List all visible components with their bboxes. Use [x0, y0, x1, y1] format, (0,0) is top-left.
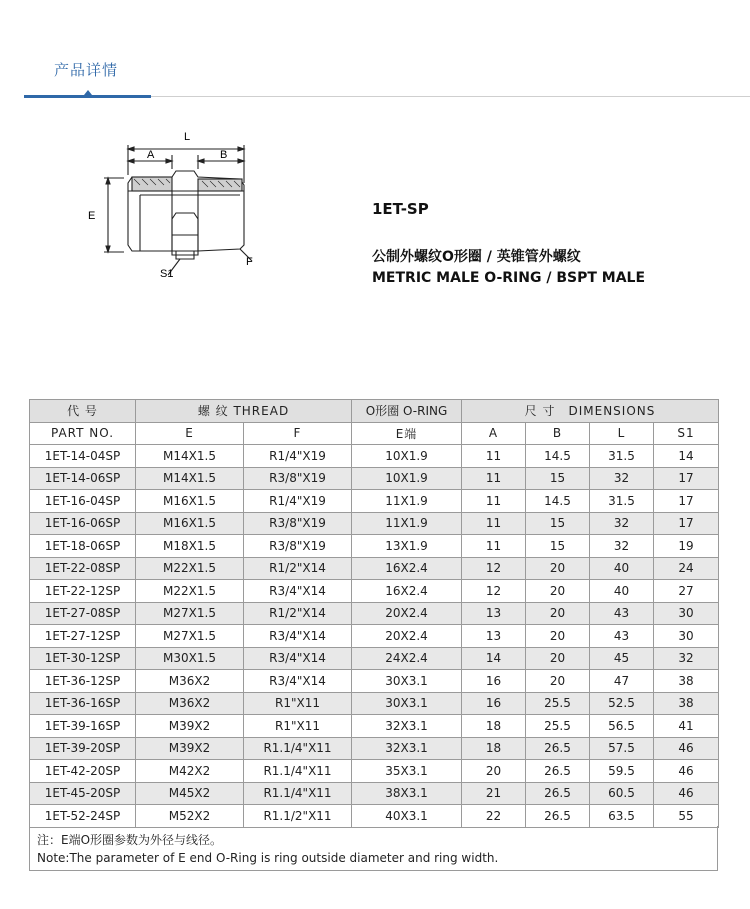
cell-thread-f: R3/4"X14 [244, 647, 352, 670]
cell-dim-b: 15 [526, 512, 590, 535]
cell-dim-a: 13 [462, 602, 526, 625]
cell-dim-l: 60.5 [590, 782, 654, 805]
cell-oring-e-end: 32X3.1 [352, 737, 462, 760]
tab-product-details[interactable]: 产品详情 [54, 61, 119, 79]
cell-dim-l: 43 [590, 602, 654, 625]
cell-part-no: 1ET-39-16SP [30, 715, 136, 738]
dim-label-f: F [246, 256, 253, 268]
cell-dim-a: 11 [462, 445, 526, 468]
cell-oring-e-end: 16X2.4 [352, 557, 462, 580]
cell-dim-s1: 46 [654, 760, 719, 783]
cell-part-no: 1ET-36-16SP [30, 692, 136, 715]
cell-dim-b: 14.5 [526, 490, 590, 513]
cell-thread-f: R1.1/2"X11 [244, 805, 352, 828]
cell-dim-a: 12 [462, 557, 526, 580]
cell-dim-s1: 14 [654, 445, 719, 468]
cell-thread-f: R3/4"X14 [244, 670, 352, 693]
cell-thread-f: R1/2"X14 [244, 602, 352, 625]
cell-dim-a: 18 [462, 737, 526, 760]
header-e: E [136, 422, 244, 445]
cell-dim-b: 26.5 [526, 805, 590, 828]
cell-dim-a: 11 [462, 467, 526, 490]
cell-dim-b: 15 [526, 535, 590, 558]
cell-part-no: 1ET-45-20SP [30, 782, 136, 805]
table-row [30, 580, 719, 603]
cell-part-no: 1ET-36-12SP [30, 670, 136, 693]
cell-dim-l: 40 [590, 557, 654, 580]
cell-dim-l: 45 [590, 647, 654, 670]
cell-dim-b: 26.5 [526, 737, 590, 760]
cell-thread-f: R1/2"X14 [244, 557, 352, 580]
cell-thread-e: M22X1.5 [136, 557, 244, 580]
cell-dim-s1: 41 [654, 715, 719, 738]
cell-oring-e-end: 20X2.4 [352, 602, 462, 625]
cell-dim-a: 14 [462, 647, 526, 670]
table-header-row [30, 400, 719, 423]
cell-thread-e: M45X2 [136, 782, 244, 805]
cell-thread-e: M36X2 [136, 670, 244, 693]
cell-part-no: 1ET-18-06SP [30, 535, 136, 558]
cell-dim-a: 21 [462, 782, 526, 805]
cell-thread-f: R3/4"X14 [244, 625, 352, 648]
cell-thread-e: M14X1.5 [136, 445, 244, 468]
cell-dim-a: 13 [462, 625, 526, 648]
table-row [30, 647, 719, 670]
cell-dim-l: 32 [590, 467, 654, 490]
cell-thread-f: R1.1/4"X11 [244, 737, 352, 760]
cell-dim-b: 26.5 [526, 760, 590, 783]
cell-thread-e: M30X1.5 [136, 647, 244, 670]
cell-thread-e: M27X1.5 [136, 602, 244, 625]
cell-dim-s1: 38 [654, 692, 719, 715]
cell-dim-s1: 38 [654, 670, 719, 693]
table-row [30, 602, 719, 625]
spec-table [29, 399, 719, 828]
cell-part-no: 1ET-27-08SP [30, 602, 136, 625]
product-name-cn: 公制外螺纹O形圈 / 英锥管外螺纹 [372, 249, 581, 265]
table-row [30, 805, 719, 828]
cell-dim-s1: 46 [654, 737, 719, 760]
cell-dim-l: 40 [590, 580, 654, 603]
dim-label-l: L [184, 131, 191, 143]
cell-oring-e-end: 13X1.9 [352, 535, 462, 558]
table-row [30, 670, 719, 693]
product-code: 1ET-SP [372, 200, 429, 218]
cell-oring-e-end: 38X3.1 [352, 782, 462, 805]
cell-dim-l: 32 [590, 512, 654, 535]
cell-dim-l: 63.5 [590, 805, 654, 828]
cell-dim-b: 25.5 [526, 715, 590, 738]
dim-label-s1: S1 [160, 268, 174, 280]
cell-thread-f: R1/4"X19 [244, 490, 352, 513]
cell-thread-f: R3/8"X19 [244, 535, 352, 558]
cell-dim-s1: 17 [654, 490, 719, 513]
header-dimensions: 尺 寸 DIMENSIONS [462, 400, 719, 423]
cell-oring-e-end: 16X2.4 [352, 580, 462, 603]
cell-thread-f: R1/4"X19 [244, 445, 352, 468]
cell-dim-a: 20 [462, 760, 526, 783]
cell-dim-a: 11 [462, 490, 526, 513]
cell-thread-e: M27X1.5 [136, 625, 244, 648]
cell-dim-l: 43 [590, 625, 654, 648]
cell-oring-e-end: 24X2.4 [352, 647, 462, 670]
cell-thread-f: R1"X11 [244, 715, 352, 738]
cell-dim-b: 20 [526, 557, 590, 580]
cell-dim-a: 11 [462, 535, 526, 558]
cell-dim-s1: 19 [654, 535, 719, 558]
cell-oring-e-end: 10X1.9 [352, 445, 462, 468]
cell-oring-e-end: 20X2.4 [352, 625, 462, 648]
cell-oring-e-end: 32X3.1 [352, 715, 462, 738]
cell-dim-s1: 55 [654, 805, 719, 828]
cell-dim-l: 47 [590, 670, 654, 693]
header-l: L [590, 422, 654, 445]
table-row [30, 557, 719, 580]
cell-thread-f: R3/8"X19 [244, 467, 352, 490]
cell-dim-s1: 17 [654, 467, 719, 490]
cell-oring-e-end: 35X3.1 [352, 760, 462, 783]
cell-thread-e: M42X2 [136, 760, 244, 783]
cell-dim-b: 15 [526, 467, 590, 490]
cell-dim-s1: 24 [654, 557, 719, 580]
dim-label-a: A [147, 149, 155, 161]
cell-dim-b: 20 [526, 580, 590, 603]
cell-dim-b: 20 [526, 670, 590, 693]
table-row [30, 490, 719, 513]
cell-part-no: 1ET-39-20SP [30, 737, 136, 760]
cell-thread-e: M39X2 [136, 715, 244, 738]
header-thread: 螺 纹 THREAD [136, 400, 352, 423]
cell-part-no: 1ET-14-04SP [30, 445, 136, 468]
cell-dim-l: 56.5 [590, 715, 654, 738]
cell-dim-b: 26.5 [526, 782, 590, 805]
cell-thread-e: M14X1.5 [136, 467, 244, 490]
cell-thread-f: R3/8"X19 [244, 512, 352, 535]
cell-oring-e-end: 11X1.9 [352, 512, 462, 535]
cell-oring-e-end: 30X3.1 [352, 670, 462, 693]
cell-part-no: 1ET-16-04SP [30, 490, 136, 513]
cell-dim-s1: 30 [654, 625, 719, 648]
cell-dim-a: 22 [462, 805, 526, 828]
cell-thread-e: M16X1.5 [136, 490, 244, 513]
cell-part-no: 1ET-27-12SP [30, 625, 136, 648]
table-row [30, 760, 719, 783]
cell-dim-l: 57.5 [590, 737, 654, 760]
dim-label-e: E [88, 210, 96, 222]
table-row [30, 445, 719, 468]
cell-part-no: 1ET-14-06SP [30, 467, 136, 490]
cell-oring-e-end: 10X1.9 [352, 467, 462, 490]
header-e-end: E端 [352, 422, 462, 445]
table-row [30, 512, 719, 535]
table-note [29, 826, 718, 871]
cell-oring-e-end: 40X3.1 [352, 805, 462, 828]
table-row [30, 625, 719, 648]
header-f: F [244, 422, 352, 445]
cell-dim-s1: 17 [654, 512, 719, 535]
fitting-drawing [80, 125, 280, 295]
cell-dim-a: 11 [462, 512, 526, 535]
cell-dim-l: 52.5 [590, 692, 654, 715]
cell-dim-s1: 32 [654, 647, 719, 670]
header-oring: O形圈 O-RING [352, 400, 462, 423]
note-cn: 注：E端O形圈参数为外径与线径。 [37, 833, 223, 847]
cell-part-no: 1ET-22-08SP [30, 557, 136, 580]
cell-part-no: 1ET-52-24SP [30, 805, 136, 828]
product-name-en: METRIC MALE O-RING / BSPT MALE [372, 270, 646, 286]
cell-part-no: 1ET-30-12SP [30, 647, 136, 670]
cell-dim-b: 20 [526, 602, 590, 625]
table-row [30, 467, 719, 490]
cell-part-no: 1ET-16-06SP [30, 512, 136, 535]
cell-part-no: 1ET-42-20SP [30, 760, 136, 783]
header-b: B [526, 422, 590, 445]
cell-thread-e: M52X2 [136, 805, 244, 828]
cell-dim-b: 14.5 [526, 445, 590, 468]
cell-dim-b: 25.5 [526, 692, 590, 715]
cell-dim-a: 12 [462, 580, 526, 603]
tab-caret-icon [84, 90, 92, 95]
note-en: Note:The parameter of E end O-Ring is ring outside diameter and ring width. [37, 851, 499, 865]
table-row [30, 782, 719, 805]
cell-dim-a: 18 [462, 715, 526, 738]
cell-dim-s1: 30 [654, 602, 719, 625]
header-part-code: 代 号 [30, 400, 136, 423]
tab-active-indicator [24, 95, 151, 98]
dim-label-b: B [220, 149, 228, 161]
cell-dim-s1: 46 [654, 782, 719, 805]
table-row [30, 535, 719, 558]
header-a: A [462, 422, 526, 445]
cell-dim-b: 20 [526, 647, 590, 670]
cell-part-no: 1ET-22-12SP [30, 580, 136, 603]
header-s1: S1 [654, 422, 719, 445]
table-row [30, 692, 719, 715]
table-row [30, 737, 719, 760]
table-subheader-row [30, 422, 719, 445]
cell-thread-e: M18X1.5 [136, 535, 244, 558]
cell-dim-l: 31.5 [590, 490, 654, 513]
cell-dim-a: 16 [462, 670, 526, 693]
cell-thread-f: R1"X11 [244, 692, 352, 715]
cell-thread-e: M36X2 [136, 692, 244, 715]
cell-thread-e: M39X2 [136, 737, 244, 760]
cell-thread-e: M22X1.5 [136, 580, 244, 603]
cell-thread-f: R1.1/4"X11 [244, 760, 352, 783]
cell-thread-e: M16X1.5 [136, 512, 244, 535]
cell-dim-b: 20 [526, 625, 590, 648]
cell-oring-e-end: 11X1.9 [352, 490, 462, 513]
cell-thread-f: R3/4"X14 [244, 580, 352, 603]
cell-dim-l: 59.5 [590, 760, 654, 783]
cell-thread-f: R1.1/4"X11 [244, 782, 352, 805]
cell-dim-l: 31.5 [590, 445, 654, 468]
cell-dim-l: 32 [590, 535, 654, 558]
cell-oring-e-end: 30X3.1 [352, 692, 462, 715]
header-part-no: PART NO. [30, 422, 136, 445]
cell-dim-s1: 27 [654, 580, 719, 603]
table-row [30, 715, 719, 738]
cell-dim-a: 16 [462, 692, 526, 715]
